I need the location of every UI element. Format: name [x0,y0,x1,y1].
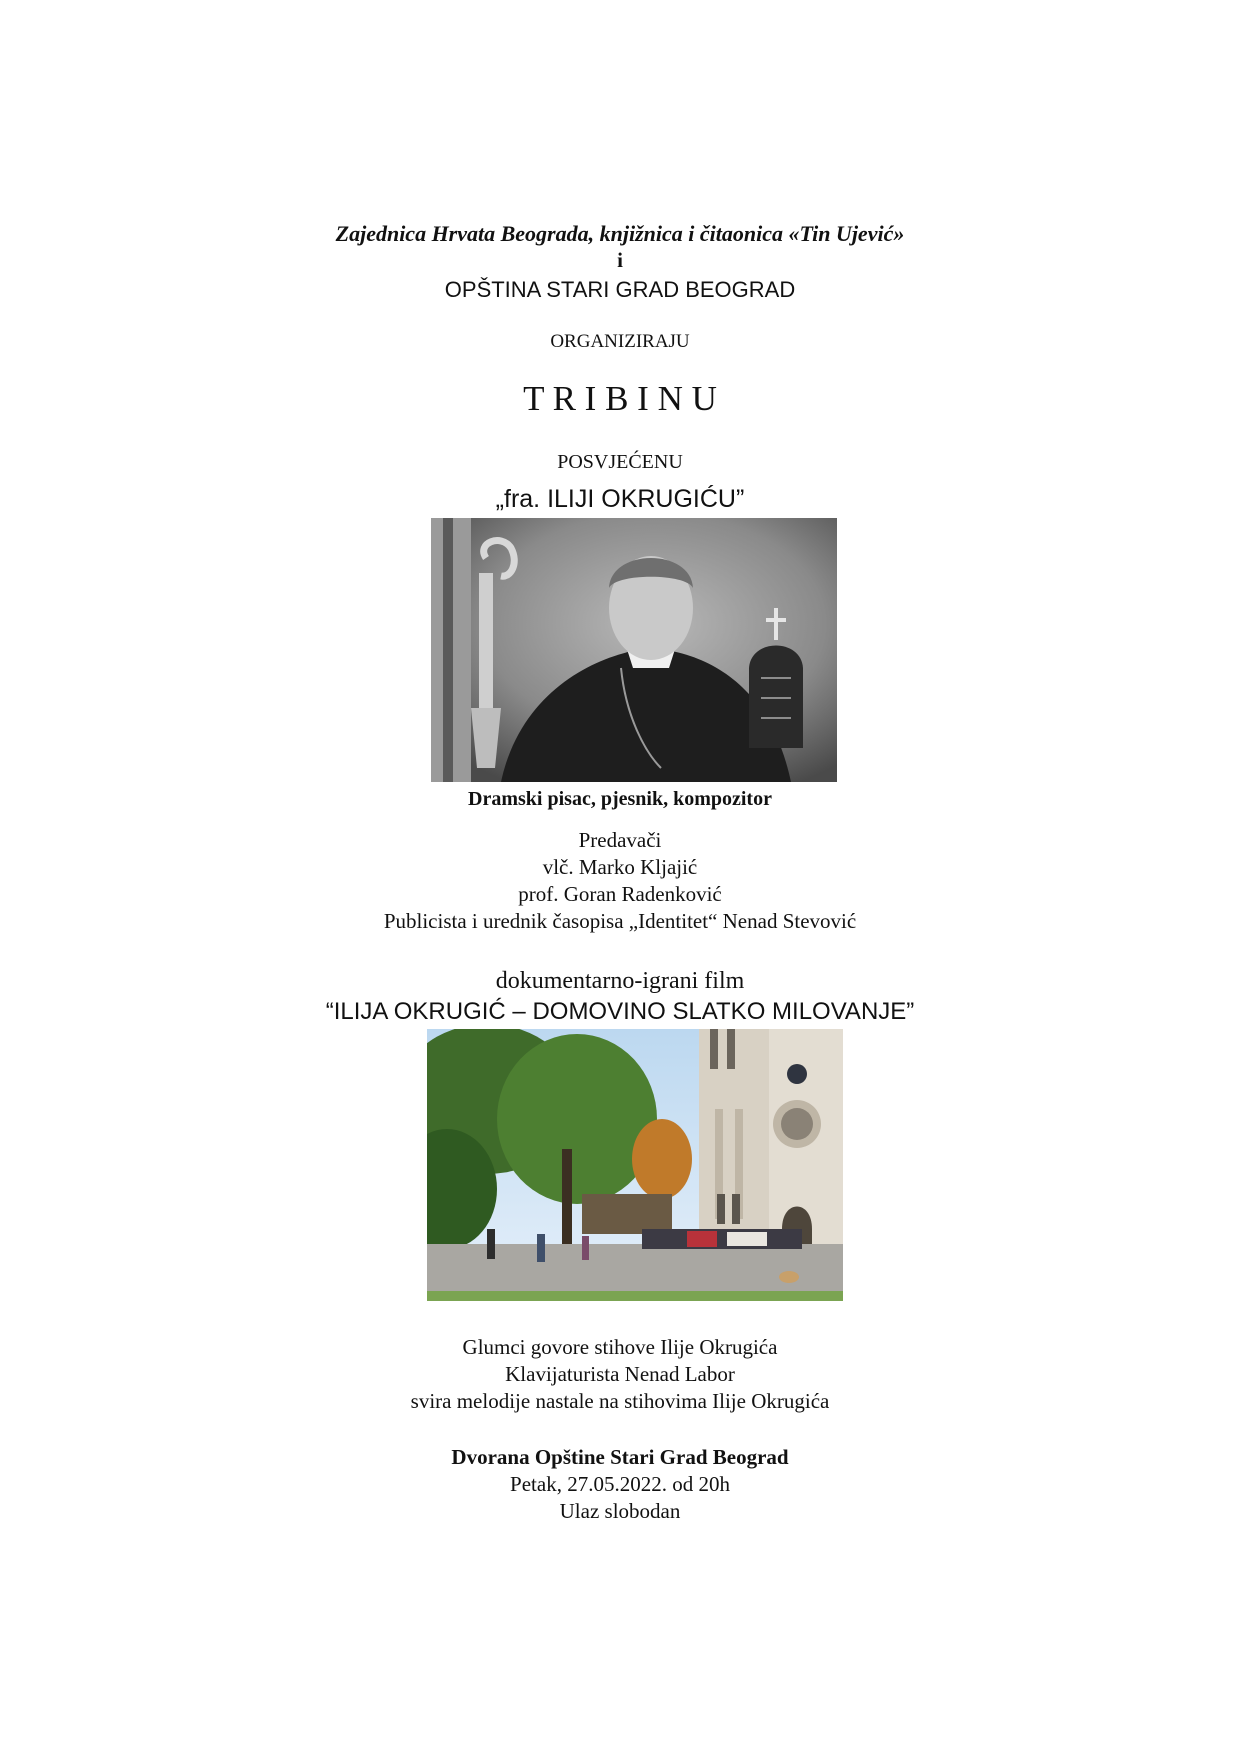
film-title: “ILIJA OKRUGIĆ – DOMOVINO SLATKO MILOVANJE” [325,998,915,1025]
program-line-1: Glumci govore stihove Ilije Okrugića [462,1335,778,1359]
conjunction: i [617,248,623,272]
speaker-3: Publicista i urednik časopisa „Identitet“ Nenad Stevović [383,909,857,933]
venue-name: Dvorana Opštine Stari Grad Beograd [451,1445,789,1469]
portrait-photo [431,518,837,782]
program-line-2: Klavijaturista Nenad Labor [505,1362,735,1386]
film-label: dokumentarno-igrani film [495,968,745,994]
dedicated-label: POSVJEĆENU [557,451,683,473]
event-date: Petak, 27.05.2022. od 20h [510,1472,730,1496]
co-organizer: OPŠTINA STARI GRAD BEOGRAD [444,277,796,302]
portrait-caption: Dramski pisac, pjesnik, kompozitor [468,788,772,810]
speakers-heading: Predavači [578,828,662,852]
dedicated-to: „fra. ILIJI OKRUGIĆU” [495,485,745,513]
event-title: T R I B I N U [523,379,717,418]
program-line-3: svira melodije nastale na stihovima Ilije Okrugića [410,1389,830,1413]
organizer-line: Zajednica Hrvata Beograda, knjižnica i čitaonica «Tin Ujević» [335,221,905,246]
church-photo [427,1029,843,1301]
entry-note: Ulaz slobodan [559,1499,681,1523]
speaker-1: vlč. Marko Kljajić [542,855,698,879]
organize-verb: ORGANIZIRAJU [550,331,690,352]
speaker-2: prof. Goran Radenković [518,882,722,906]
